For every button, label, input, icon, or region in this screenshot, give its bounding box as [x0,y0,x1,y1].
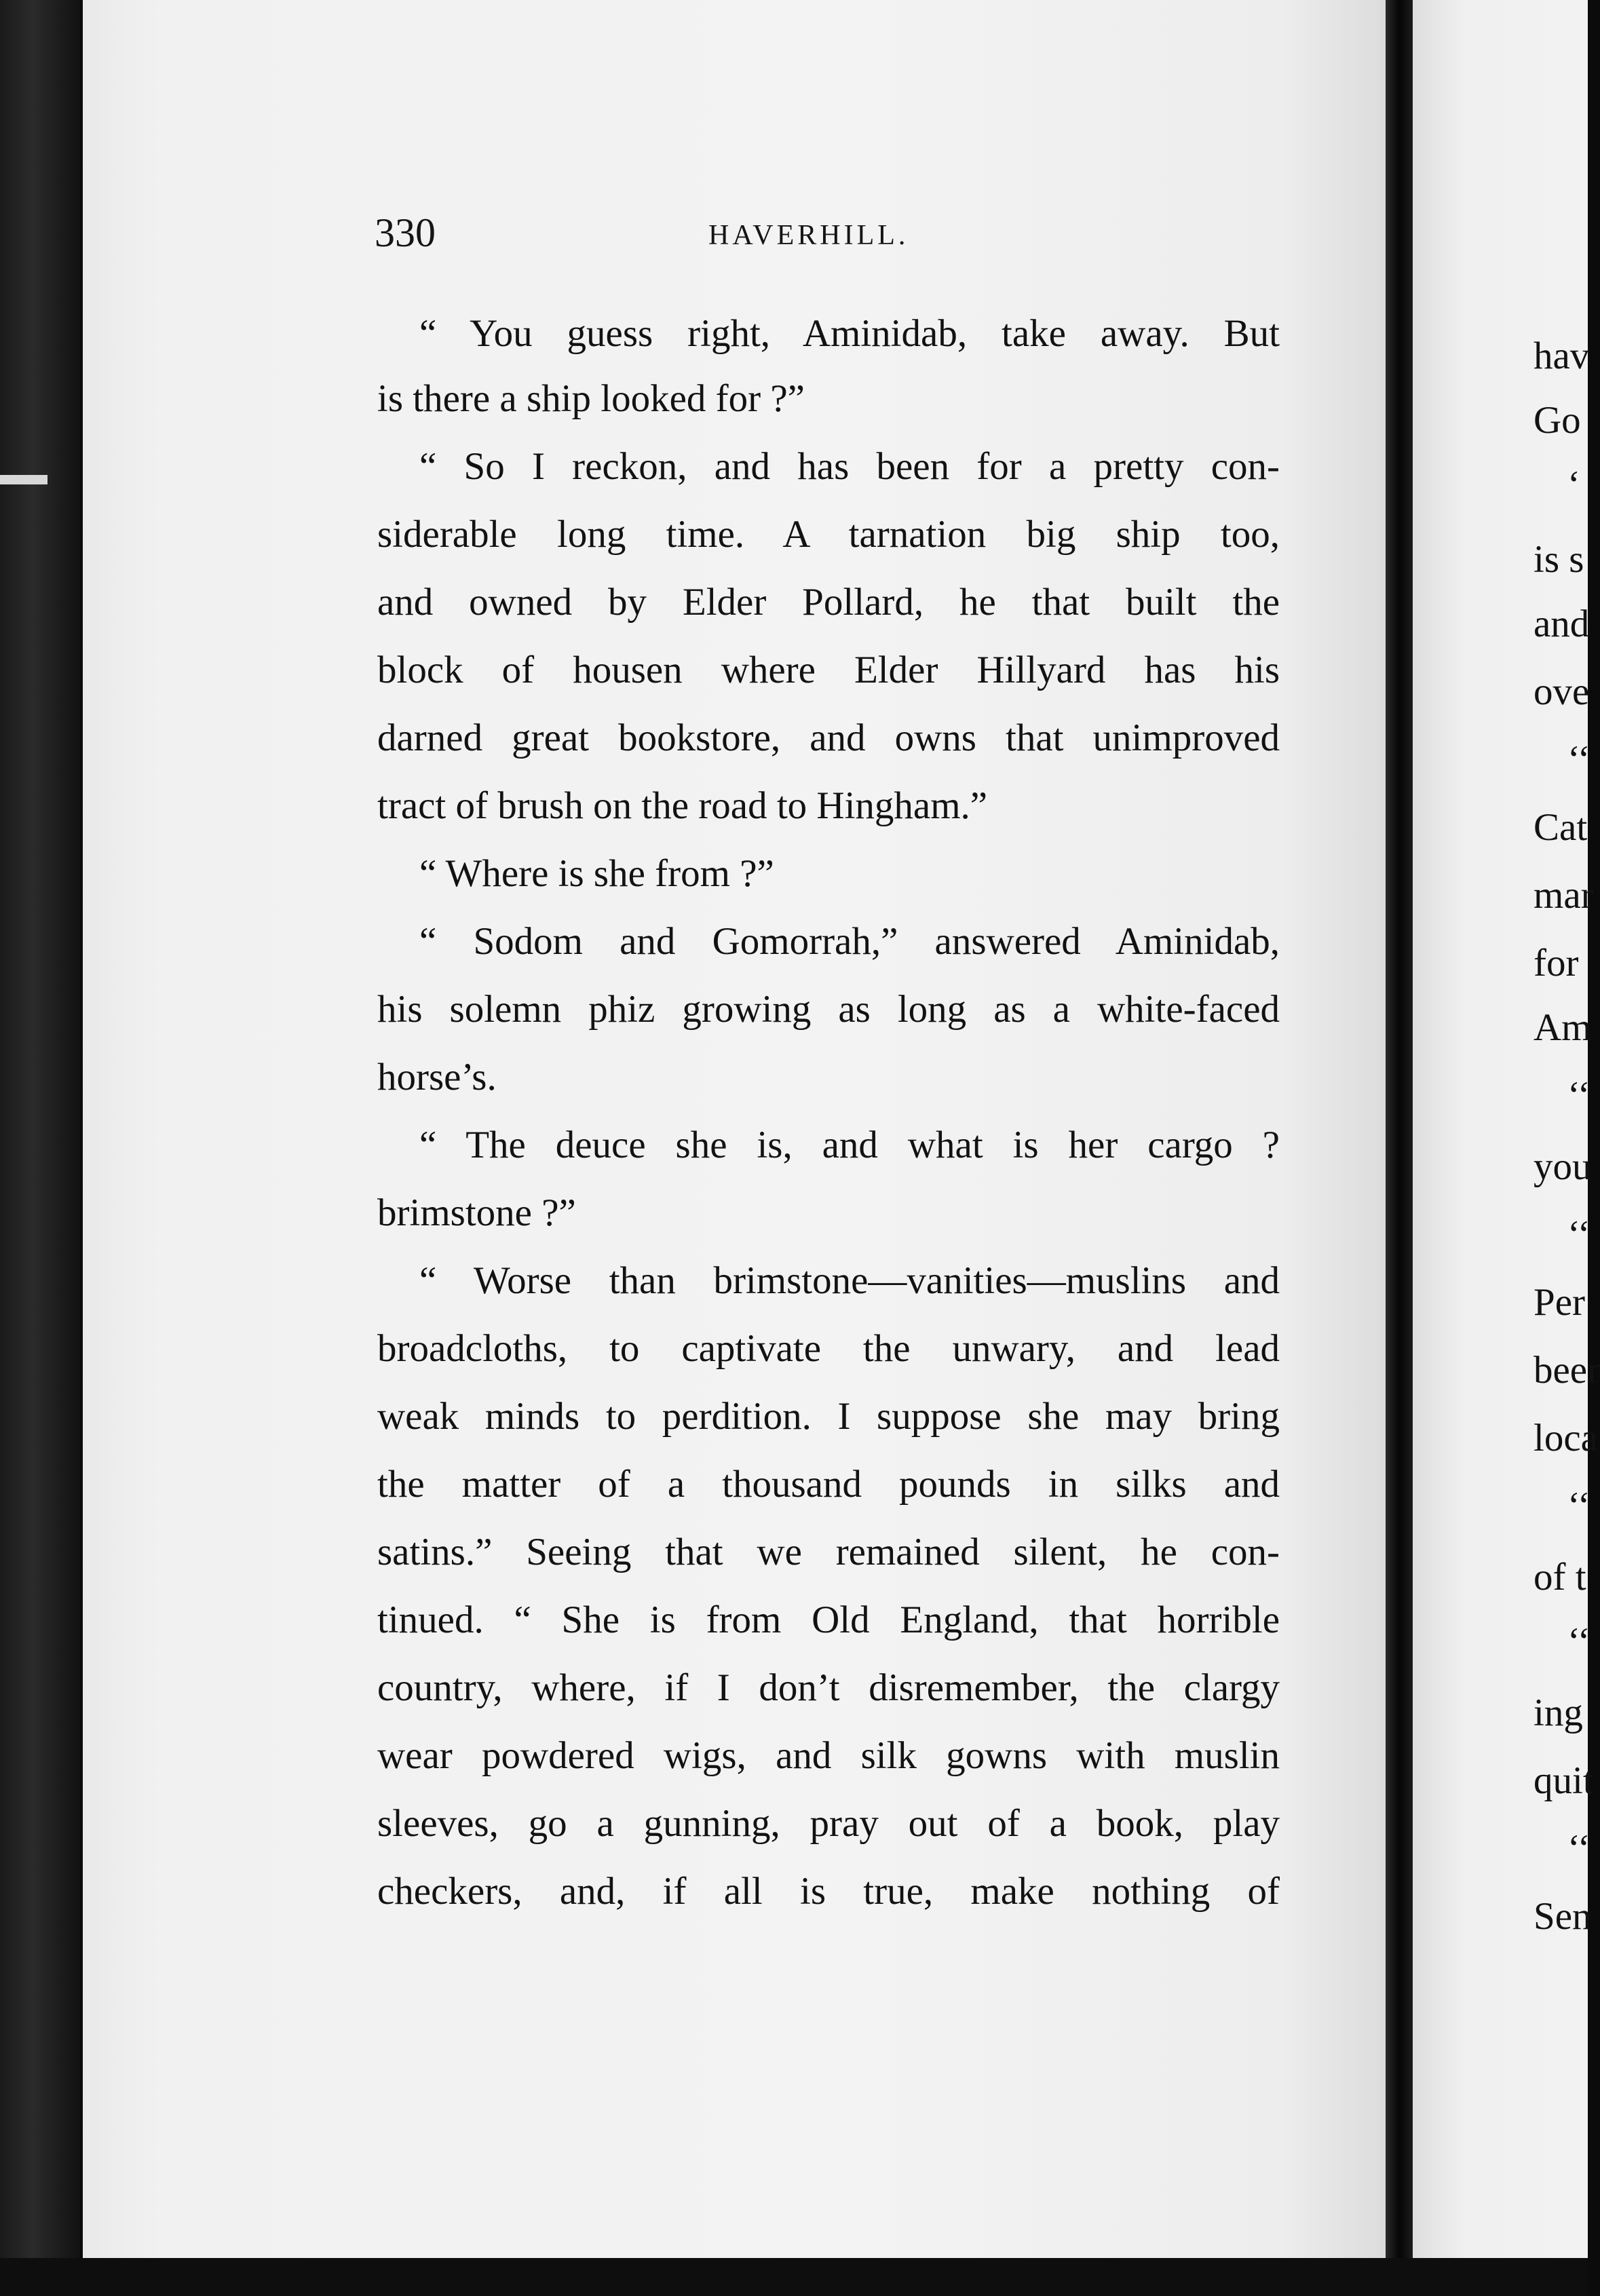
right-page-fragment: of t [1534,1556,1586,1599]
right-page-fragment: quit [1534,1759,1594,1802]
right-page-fragment: Per [1534,1281,1585,1324]
book-binding [0,0,80,2296]
text-line: sleeves, go a gunning, pray out of a book, play [377,1802,1280,1845]
text-line: weak minds to perdition. I suppose she may bring [377,1395,1280,1438]
text-line: “ Sodom and Gomorrah,” answered Aminidab, [419,920,1280,963]
text-line: tinued. “ She is from Old England, that horrible [377,1599,1280,1641]
text-line: wear powdered wigs, and silk gowns with muslin [377,1734,1280,1777]
text-line: satins.” Seeing that we remained silent, he con- [377,1531,1280,1573]
text-line: is there a ship looked for ?” [377,377,805,420]
right-page-fragment: Go [1534,399,1581,442]
right-page-fragment: ‘‘ [1567,1213,1591,1256]
right-page-fragment: ‘‘ [1567,738,1591,781]
text-line: “ The deuce she is, and what is her cargo ? [419,1124,1280,1166]
text-line: “ You guess right, Aminidab, take away. But [419,312,1280,355]
text-line: checkers, and, if all is true, make nothing of [377,1870,1280,1913]
text-line: brimstone ?” [377,1191,576,1234]
right-page-fragment: ing [1534,1691,1583,1734]
text-line: broadcloths, to captivate the unwary, and lead [377,1327,1280,1370]
text-line: “ Worse than brimstone—vanities—muslins and [419,1259,1280,1302]
right-page-fragment: you [1534,1145,1592,1188]
right-page-fragment: for [1534,942,1579,984]
text-line: horse’s. [377,1056,497,1098]
text-line: tract of brush on the road to Hingham.” [377,784,988,827]
right-page-fragment: and [1534,602,1590,645]
right-page-fragment: ‘‘ [1567,1074,1591,1117]
right-page-fragment: ‘ [1567,463,1580,506]
binding-edge-highlight [0,475,47,484]
running-head: HAVERHILL. [708,220,909,251]
right-page-fragment: hav [1534,334,1590,377]
text-line: darned great bookstore, and owns that unimproved [377,716,1280,759]
text-line: his solemn phiz growing as long as a white-faced [377,988,1280,1031]
text-line: and owned by Elder Pollard, he that built the [377,581,1280,624]
right-page-fragment: is s [1534,538,1584,581]
text-line: block of housen where Elder Hillyard has his [377,649,1280,691]
text-line: “ Where is she from ?” [419,852,774,895]
right-page-fragment: Sen [1534,1895,1592,1938]
right-page-fragment: mar [1534,874,1594,917]
text-line: “ So I reckon, and has been for a pretty con- [419,445,1280,488]
right-page-fragment: ‘‘ [1567,1485,1591,1527]
right-page-fragment: ‘‘ [1567,1827,1591,1870]
text-line: the matter of a thousand pounds in silks and [377,1463,1280,1506]
right-page-fragment: ove [1534,670,1590,713]
right-page-fragment: beer [1534,1349,1600,1392]
text-line: siderable long time. A tarnation big ship too, [377,513,1280,556]
right-page-fragment: Am [1534,1006,1592,1049]
scan-bottom-edge [0,2258,1588,2296]
page-number: 330 [375,210,436,255]
text-line: country, where, if I don’t disremember, the clargy [377,1666,1280,1709]
page-gutter [1386,0,1413,2258]
right-page-fragment: ‘‘ [1567,1620,1591,1663]
right-page-fragment: loca [1534,1417,1598,1459]
right-page-fragment: Cat [1534,806,1588,849]
